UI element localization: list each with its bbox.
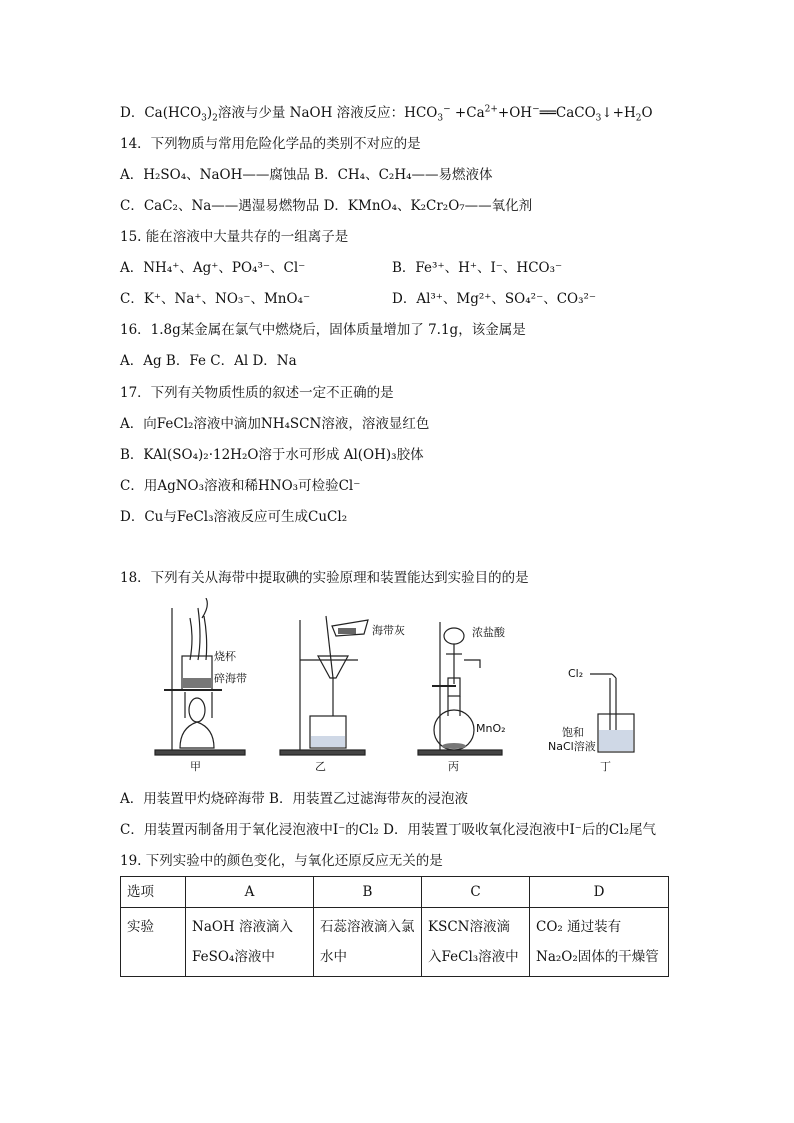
q15-option-a: A．NH₄⁺、Ag⁺、PO₄³⁻、Cl⁻	[120, 260, 306, 276]
label-nongyansuan: 浓盐酸	[472, 626, 505, 639]
q15-option-d: D．Al³⁺、Mg²⁺、SO₄²⁻、CO₃²⁻	[392, 291, 597, 307]
label-jia: 甲	[190, 760, 201, 773]
label-shaobei: 烧杯	[214, 650, 236, 663]
q13-option-d: D．$Ca(HCO_3)_2$溶液与少量 NaOH 溶液反应：$HCO_3^-$ $+Ca^{2+}+OH^-══CaCO_3↓+H_2O$	[120, 104, 653, 124]
label-baohe: 饱和	[562, 726, 584, 739]
label-naclrongye: NaCl溶液	[548, 740, 596, 753]
q16-stem: 16．1.8g某金属在氯气中燃烧后，固体质量增加了 7.1g，该金属是	[120, 322, 526, 338]
cell-d: CO₂ 通过装有Na₂O₂固体的干燥管	[530, 908, 669, 977]
apparatus-yi	[280, 616, 368, 755]
q17-option-c: C．用AgNO₃溶液和稀HNO₃可检验Cl⁻	[120, 478, 361, 494]
q15-option-c: C．K⁺、Na⁺、NO₃⁻、MnO₄⁻	[120, 291, 311, 307]
label-ding: 丁	[600, 760, 611, 773]
label-cl2: Cl₂	[568, 667, 584, 680]
q17-option-d: D．Cu与FeCl₃溶液反应可生成CuCl₂	[120, 509, 348, 525]
cell-c: KSCN溶液滴入FeCl₃溶液中	[422, 908, 530, 977]
q14-options-ab: A．H₂SO₄、NaOH——腐蚀品 B．CH₄、C₂H₄——易燃液体	[120, 167, 493, 183]
label-mno2: MnO₂	[476, 722, 506, 735]
q18-options-ab: A．用装置甲灼烧碎海带 B．用装置乙过滤海带灰的浸泡液	[120, 791, 468, 807]
cell-a: NaOH 溶液滴入FeSO₄溶液中	[186, 908, 314, 977]
q17-option-a: A．向FeCl₂溶液中滴加NH₄SCN溶液，溶液显红色	[120, 416, 430, 432]
header-c: C	[422, 877, 530, 908]
label-suihaidai: 碎海带	[214, 672, 247, 685]
row-label: 实验	[121, 908, 186, 977]
table-header-row	[121, 877, 669, 908]
label-haidaihui: 海带灰	[372, 624, 405, 637]
q17-option-b: B．KAl(SO₄)₂·12H₂O溶于水可形成 Al(OH)₃胶体	[120, 447, 424, 463]
table-row	[121, 908, 669, 977]
apparatus-ding	[590, 674, 634, 752]
header-option: 选项	[121, 877, 186, 908]
q18-stem: 18．下列有关从海带中提取碘的实验原理和装置能达到实验目的的是	[120, 570, 529, 586]
q15-option-b: B．Fe³⁺、H⁺、I⁻、HCO₃⁻	[392, 260, 563, 276]
label-yi: 乙	[315, 760, 326, 773]
q19-table	[120, 876, 669, 977]
header-b: B	[314, 877, 422, 908]
q14-options-cd: C．CaC₂、Na——遇湿易燃物品 D．KMnO₄、K₂Cr₂O₇——氧化剂	[120, 198, 533, 214]
q15-stem: 15. 能在溶液中大量共存的一组离子是	[120, 229, 349, 245]
q16-options: A．Ag B．Fe C．Al D．Na	[120, 353, 297, 369]
q18-apparatus-figure	[150, 598, 670, 778]
q14-stem: 14．下列物质与常用危险化学品的类别不对应的是	[120, 136, 421, 152]
header-a: A	[186, 877, 314, 908]
q19-stem: 19. 下列实验中的颜色变化，与氧化还原反应无关的是	[120, 853, 443, 869]
apparatus-bing	[418, 622, 502, 755]
q17-stem: 17．下列有关物质性质的叙述一定不正确的是	[120, 385, 394, 401]
cell-b: 石蕊溶液滴入氯水中	[314, 908, 422, 977]
label-bing: 丙	[448, 760, 459, 773]
header-d: D	[530, 877, 669, 908]
q18-options-cd: C．用装置丙制备用于氧化浸泡液中I⁻的Cl₂ D．用装置丁吸收氧化浸泡液中I⁻后的Cl₂尾气	[120, 822, 656, 838]
